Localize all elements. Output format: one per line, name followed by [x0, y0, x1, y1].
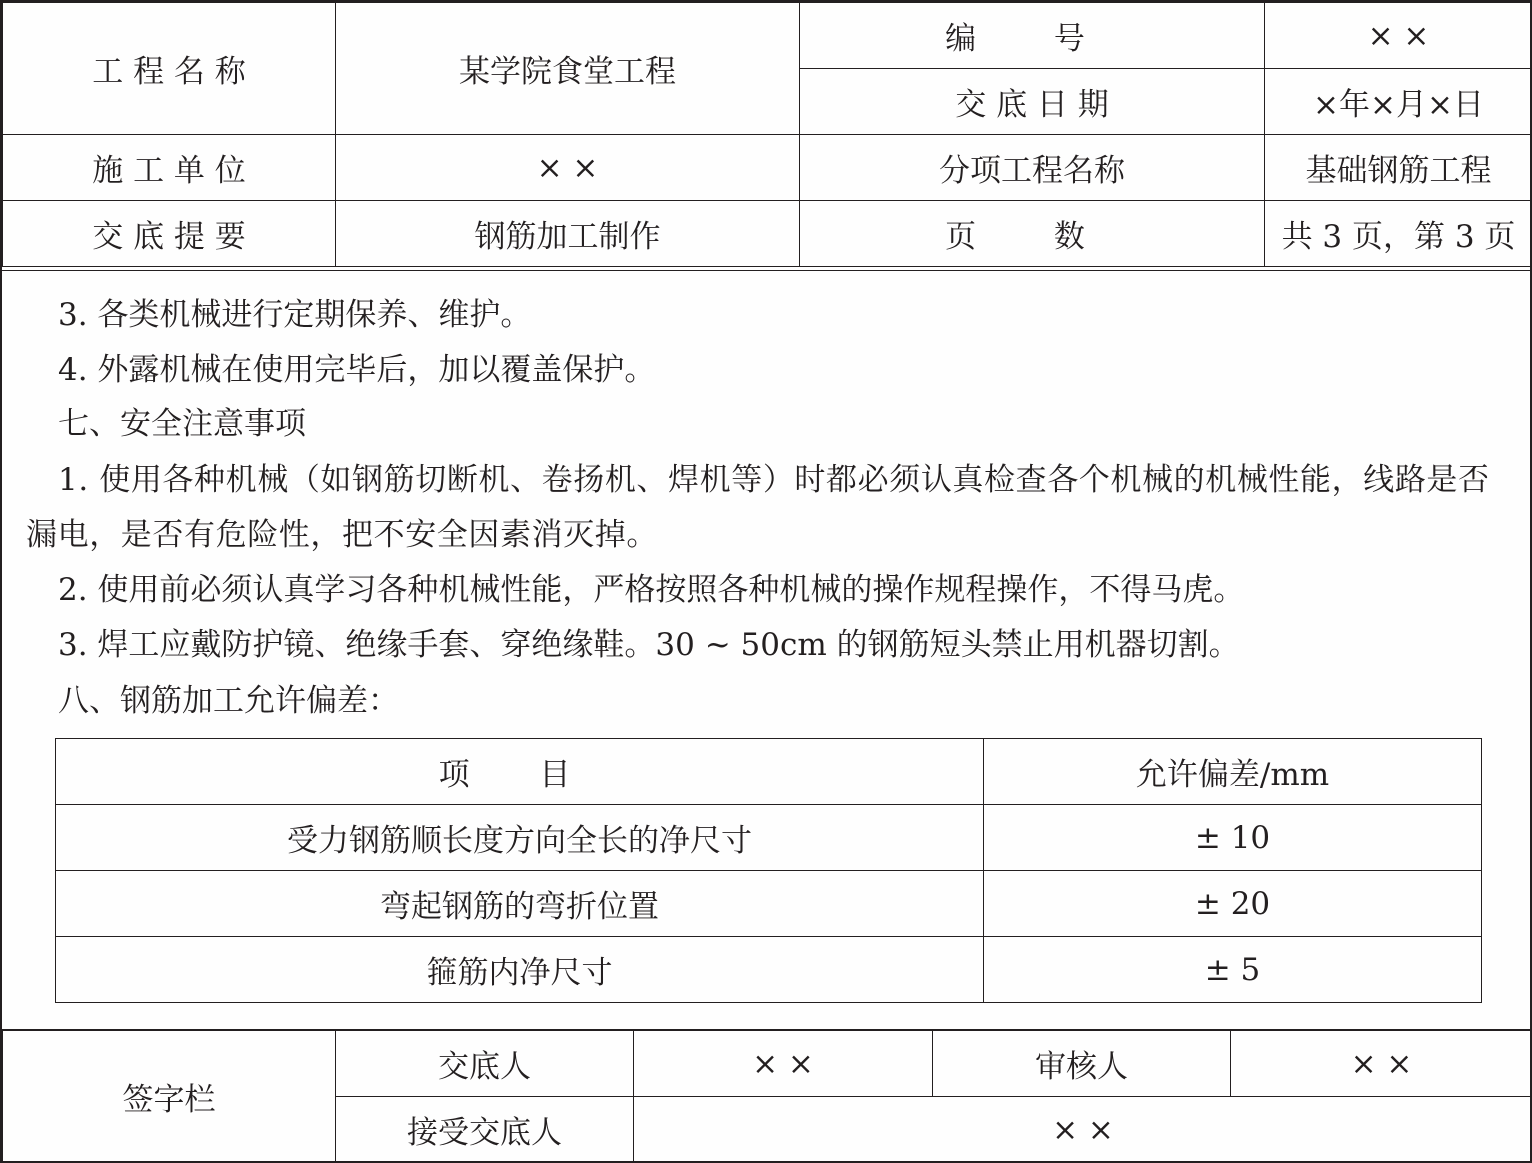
project-name-label: 工 程 名 称 [3, 3, 336, 135]
table-row [56, 937, 1482, 1003]
number-label: 编 号 [800, 3, 1265, 69]
discloser-label: 交底人 [336, 1031, 634, 1097]
body-line-cover: 4. 外露机械在使用完毕后，加以覆盖保护。 [58, 352, 656, 388]
signature-table [2, 1030, 1532, 1163]
table-row [56, 871, 1482, 937]
summary-value: 钢筋加工制作 [336, 201, 800, 267]
section-safety-heading: 七、安全注意事项 [58, 406, 306, 442]
deviation-header-item: 项 目 [56, 739, 984, 805]
header-table [2, 2, 1532, 267]
deviation-value: ± 10 [984, 805, 1482, 871]
deviation-header-value: 允许偏差/mm [984, 739, 1482, 805]
reviewer-value: × × [1231, 1031, 1532, 1097]
section-deviation-heading: 八、钢筋加工允许偏差： [58, 683, 399, 719]
safety-item-3: 3. 焊工应戴防护镜、绝缘手套、穿绝缘鞋。30 ~ 50cm 的钢筋短头禁止用机器切割。 [58, 627, 1240, 663]
receiver-label: 接受交底人 [336, 1097, 634, 1163]
safety-item-1: 1. 使用各种机械（如钢筋切断机、卷扬机、焊机等）时都必须认真检查各个机械的机械性能，线路是否漏电，是否有危险性，把不安全因素消灭掉。 [26, 462, 1490, 553]
construction-unit-label: 施 工 单 位 [3, 135, 336, 201]
date-label: 交 底 日 期 [800, 69, 1265, 135]
construction-unit-value: × × [336, 135, 800, 201]
deviation-value: ± 20 [984, 871, 1482, 937]
signature-label: 签字栏 [3, 1031, 336, 1163]
deviation-item: 受力钢筋顺长度方向全长的净尺寸 [56, 805, 984, 871]
deviation-item: 弯起钢筋的弯折位置 [56, 871, 984, 937]
sub-project-value: 基础钢筋工程 [1265, 135, 1532, 201]
deviation-value: ± 5 [984, 937, 1482, 1003]
summary-label: 交 底 提 要 [3, 201, 336, 267]
body-content [2, 270, 1532, 1030]
table-row [56, 805, 1482, 871]
date-value: ×年×月×日 [1265, 69, 1532, 135]
deviation-table [55, 738, 1482, 1003]
discloser-value: × × [634, 1031, 933, 1097]
receiver-value: × × [634, 1097, 1532, 1163]
sub-project-label: 分项工程名称 [800, 135, 1265, 201]
pages-value: 共 3 页，第 3 页 [1265, 201, 1532, 267]
project-name-value: 某学院食堂工程 [336, 3, 800, 135]
reviewer-label: 审核人 [933, 1031, 1231, 1097]
body-line-maintenance: 3. 各类机械进行定期保养、维护。 [58, 297, 532, 333]
number-value: × × [1265, 3, 1532, 69]
deviation-item: 箍筋内净尺寸 [56, 937, 984, 1003]
pages-label: 页 数 [800, 201, 1265, 267]
safety-item-2: 2. 使用前必须认真学习各种机械性能，严格按照各种机械的操作规程操作，不得马虎。 [58, 572, 1245, 608]
